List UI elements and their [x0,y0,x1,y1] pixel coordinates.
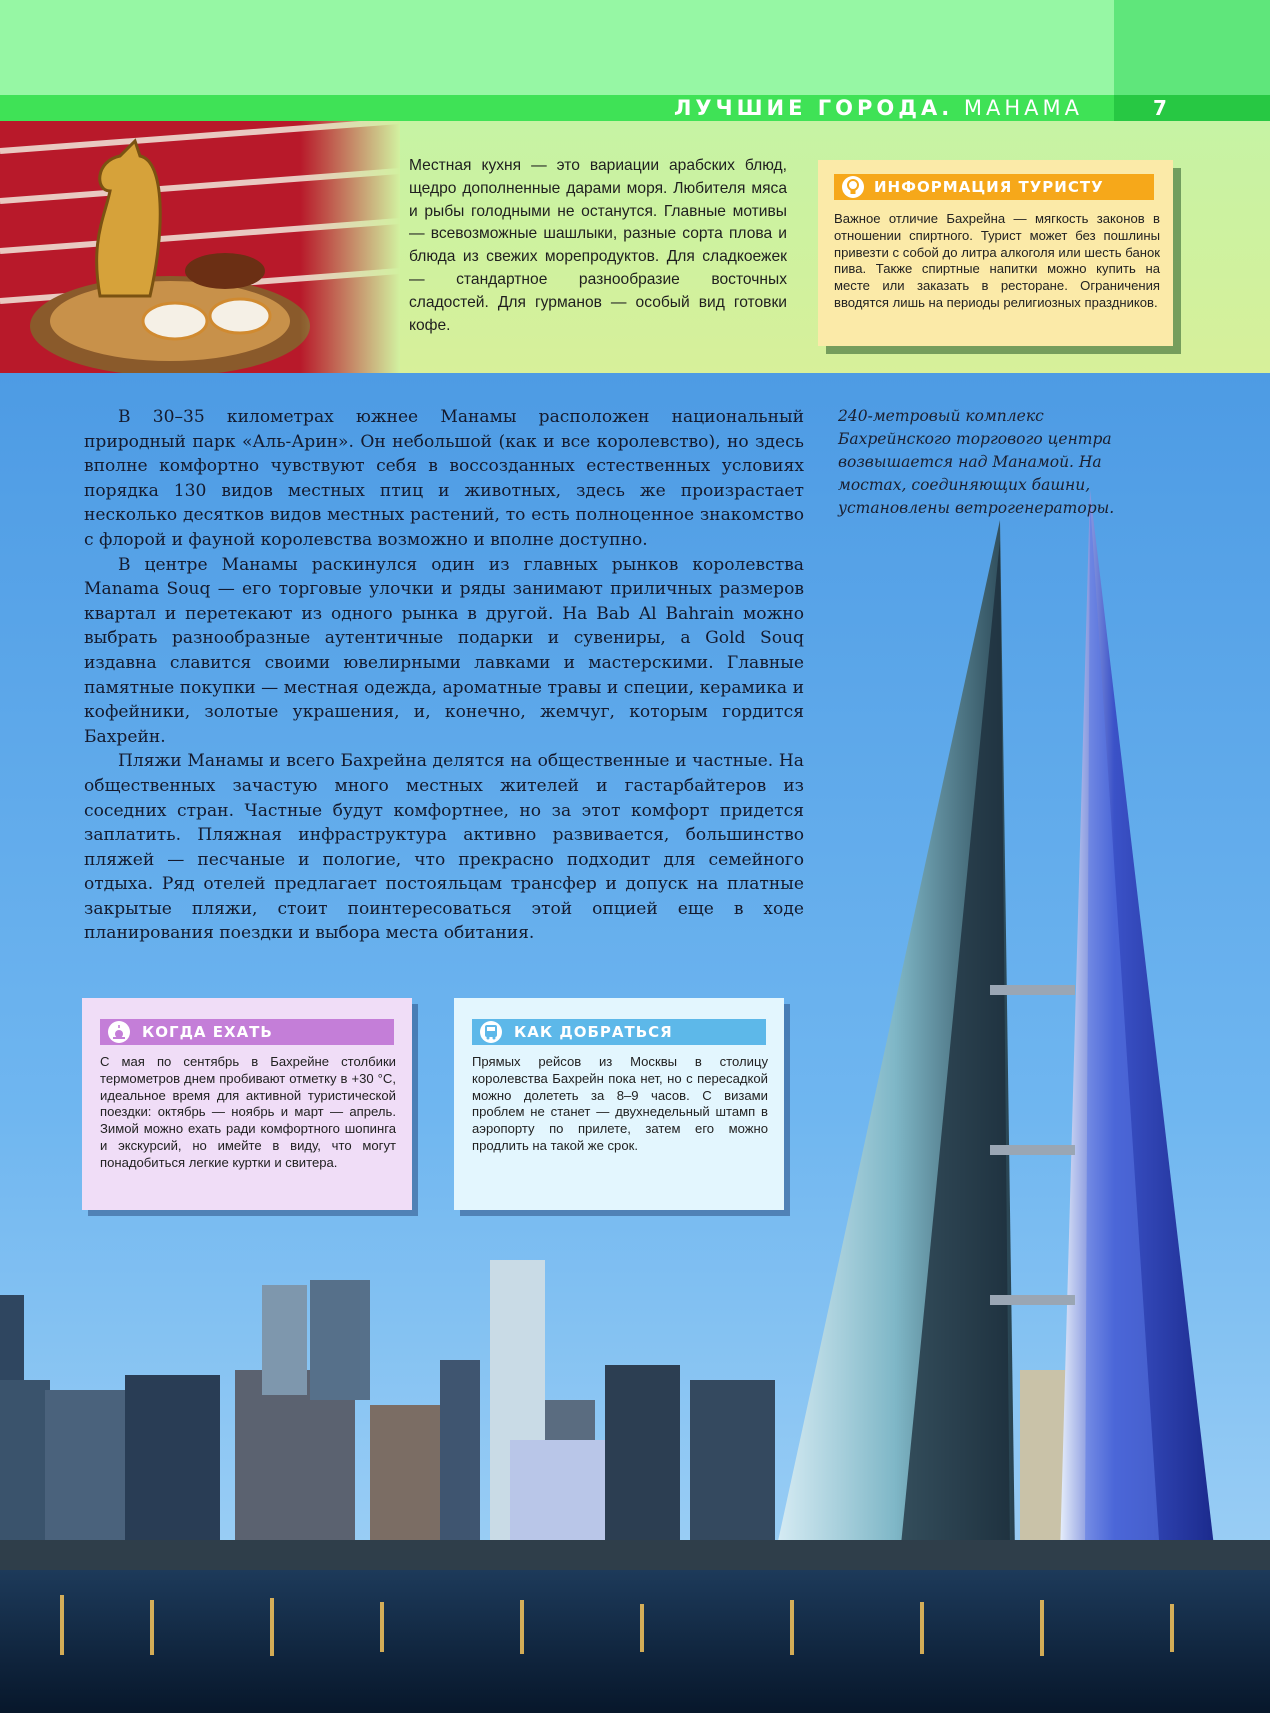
how-to-get-title: КАК ДОБРАТЬСЯ [514,1023,673,1041]
sun-icon [108,1021,130,1043]
how-to-get-box [454,998,784,1210]
tourist-info-text: Важное отличие Бахрейна — мягкость законов в отношении спиртного. Турист может без пошлины привезти с собой до литра алкоголя или шесть банок пива. Также спиртные напитки можно купить на месте или заказать в ресторане. Ограничения вводятся лишь на периоды религиозных праздников. [834,211,1160,310]
article-paragraph: Пляжи Манамы и всего Бахрейна делятся на общественные и частные. На общественных зачастую много местных жителей и гастарбайтеров из соседних стран. Частные будут комфортнее, но за этот комфорт придется заплатить. Пляжная инфраструктура активно развивается, большинство пляжей — песчаные и пологие, что прекрасно подходит для семейного отдыха. Ряд отелей предлагает постояльцам трансфер и допуск на платные закрытые пляжи, стоит поинтересоваться этой опцией еще в ходе планирования поездки и выбора места обитания. [84,751,804,944]
page-number: 7 [1153,96,1167,120]
arabic-coffee-photo [0,121,400,373]
how-to-get-heading [472,1019,766,1045]
when-to-go-title: КОГДА ЕХАТЬ [142,1023,273,1041]
cuisine-text: Местная кухня — это вариации арабских блюд, щедро дополненные дарами моря. Любителя мяса и рыбы голодными не останутся. Главные мотивы — всевозможные шашлыки, разные сорта плова и блюда из свежих морепродуктов. Для сладкоежек — стандартное разнообразие восточных сладостей. Для гурманов — особый вид готовки кофе. [409,157,787,334]
bus-icon [480,1021,502,1043]
when-to-go-box [82,998,412,1210]
when-to-go-text: С мая по сентябрь в Бахрейне столбики термометров днем пробивают отметку в +30 °С, идеальное время для активной туристической поездки: октябрь — ноябрь и март — апрель. Зимой можно ехать ради комфортного шопинга и экскурсий, но имейте в виду, что могут понадобиться легкие куртки и свитера. [100,1054,396,1170]
tourist-info-heading [834,174,1154,200]
tourist-info-box [818,160,1173,346]
lightbulb-icon [842,176,864,198]
when-to-go-heading [100,1019,394,1045]
header-city: МАНАМА [963,96,1083,120]
tourist-info-title: ИНФОРМАЦИЯ ТУРИСТУ [874,178,1104,196]
article-paragraph: В центре Манамы раскинулся один из главных рынков королевства Manama Souq — его торговые улочки и ряды занимают приличных размеров квартал и перетекают из одного рынка в другой. На Bab Al Bahrain можно выбрать разнообразные аутентичные подарки и сувениры, а Gold Souq издавна славится своими ювелирными лавками и мастерскими. Главные памятные покупки — местная одежда, ароматные травы и специи, керамика и кофейники, золотые украшения, и, конечно, жемчуг, которым гордится Бахрейн. [84,554,804,747]
photo-caption: 240-метровый комплекс Бахрейнского торгового центра возвышается над Манамой. На мостах, соединяющих башни, установлены ветрогенераторы. [838,407,1115,517]
main-article [84,405,804,946]
article-paragraph: В 30–35 километрах южнее Манамы расположен национальный природный парк «Аль-Арин». Он небольшой (как и все королевство), но здесь вполне комфортно чувствуют себя в воссозданных естественных условиях порядка 130 видов местных птиц и животных, здесь же произрастает несколько десятков видов местных растений, то есть полноценное знакомство с флорой и фауной королевства возможно и вполне доступно. [84,407,804,550]
header-section: ЛУЧШИЕ ГОРОДА. [673,96,954,120]
how-to-get-text: Прямых рейсов из Москвы в столицу королевства Бахрейн пока нет, но с пересадкой можно долететь за 8–9 часов. С визами проблем не станет — двухнедельный штамп в аэропорту по прилете, затем его можно продлить на такой же срок. [472,1054,768,1153]
